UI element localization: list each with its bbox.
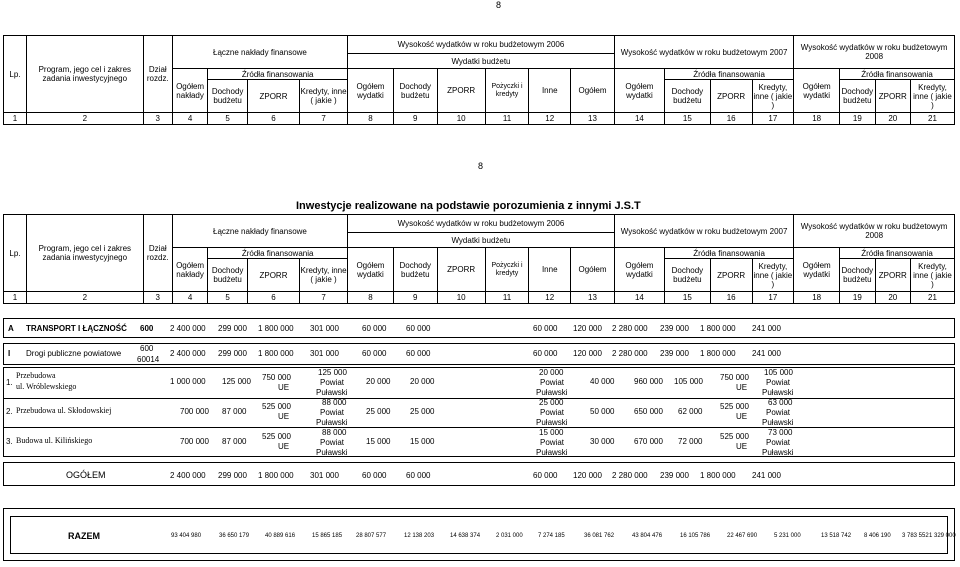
hdr2-dochody-2008: Dochody budżetu xyxy=(840,259,875,292)
colnum: 6 xyxy=(247,292,299,304)
hdr2-ogolem-wydatki-2008: Ogółem wydatki xyxy=(794,248,840,292)
colnum: 13 xyxy=(571,292,615,304)
row-2-c13c: Puławski xyxy=(536,418,568,427)
col-number-row-top xyxy=(4,113,955,125)
hdr-ogolem-wydatki: Ogółem wydatki xyxy=(348,69,394,113)
row-ogolem-c16: 1 800 000 xyxy=(700,471,736,480)
row-a-c13: 120 000 xyxy=(573,324,602,333)
hdr-zporr-2008: ZPORR xyxy=(875,80,910,113)
colnum: 1 xyxy=(4,292,27,304)
row-razem-v14: 5 231 000 xyxy=(774,533,801,539)
row-i-c5: 299 000 xyxy=(218,349,247,358)
row-a-c8: 60 000 xyxy=(362,324,387,333)
row-razem-v7: 14 638 374 xyxy=(450,533,481,539)
row-razem-v6: 12 138 203 xyxy=(404,533,435,539)
row-1-name2: ul. Wróblewskiego xyxy=(16,382,77,391)
page-number-middle: 8 xyxy=(478,161,484,171)
hdr-pozyczki: Pożyczki i kredyty xyxy=(485,69,529,113)
hdr2-dochody-2: Dochody budżetu xyxy=(393,248,437,292)
hdr-inne: Inne xyxy=(529,69,571,113)
row-ogolem-c14: 2 280 000 xyxy=(612,471,648,480)
hdr2-w2006: Wysokość wydatków w roku budżetowym 2006 xyxy=(348,215,615,233)
row-razem-v10: 36 081 762 xyxy=(584,533,615,539)
row-1-c5: 125 000 xyxy=(222,377,251,386)
row-1-name1: Przebudowa xyxy=(16,371,56,380)
row-2-c15: 650 000 xyxy=(634,407,663,416)
row-2-c17a: 525 000 xyxy=(720,402,749,411)
row-razem-v5: 28 807 577 xyxy=(356,533,387,539)
colnum: 21 xyxy=(910,292,954,304)
colnum: 19 xyxy=(840,113,875,125)
row-razem-v8: 2 031 000 xyxy=(496,533,523,539)
colnum: 8 xyxy=(348,113,394,125)
hdr-ogolem-naklady: Ogółem nakłady xyxy=(172,69,207,113)
row-razem-v18: 1 329 000 xyxy=(929,533,956,539)
hdr-program: Program, jego cel i zakres zadania inwestycyjnego xyxy=(26,36,143,113)
row-i-c8: 60 000 xyxy=(362,349,387,358)
row-razem-v2: 36 650 179 xyxy=(219,533,250,539)
colnum: 19 xyxy=(840,292,875,304)
row-ogolem-box xyxy=(3,462,955,486)
colnum: 4 xyxy=(172,292,207,304)
row-razem-v11: 43 804 476 xyxy=(632,533,663,539)
hdr-ogolem-wydatki-2008: Ogółem wydatki xyxy=(794,69,840,113)
row-1-c9: 20 000 xyxy=(410,377,435,386)
row-3-c18a: 73 000 xyxy=(768,428,793,437)
colnum: 12 xyxy=(529,113,571,125)
colnum: 16 xyxy=(710,292,752,304)
row-1-c17a: 750 000 xyxy=(720,373,749,382)
row-ogolem-c4: 2 400 000 xyxy=(170,471,206,480)
row-2-c17b: UE xyxy=(736,412,748,421)
row-ogolem-c7: 301 000 xyxy=(310,471,339,480)
row-3-c17b: UE xyxy=(736,442,748,451)
row-razem-v1: 93 404 980 xyxy=(171,533,202,539)
row-i-c17: 241 000 xyxy=(752,349,781,358)
row-a-c7: 301 000 xyxy=(310,324,339,333)
row-2-c5: 87 000 xyxy=(222,407,247,416)
colnum: 5 xyxy=(208,292,248,304)
row-2-c6a: 525 000 xyxy=(262,402,291,411)
row-3-c4: 700 000 xyxy=(180,437,209,446)
hdr-kredyty-2007: Kredyty, inne ( jakie ) xyxy=(752,80,794,113)
colnum: 15 xyxy=(664,113,710,125)
row-razem-v4: 15 865 185 xyxy=(312,533,343,539)
row-3-c17a: 525 000 xyxy=(720,432,749,441)
colnum: 1 xyxy=(4,113,27,125)
colnum: 17 xyxy=(752,292,794,304)
hdr-w2008: Wysokość wydatków w roku budżetowym 2008 xyxy=(794,36,955,69)
hdr2-pozyczki: Pożyczki i kredyty xyxy=(485,248,529,292)
hdr2-zporr-2: ZPORR xyxy=(437,248,485,292)
row-razem-v16: 8 406 190 xyxy=(864,533,891,539)
colnum: 12 xyxy=(529,292,571,304)
hdr-lp: Lp. xyxy=(4,36,27,113)
row-1-c15: 960 000 xyxy=(634,377,663,386)
hdr2-laczne: Łączne nakłady finansowe xyxy=(172,215,347,248)
row-a-c12: 60 000 xyxy=(533,324,558,333)
row-i-c4: 2 400 000 xyxy=(170,349,206,358)
row-a-c15: 239 000 xyxy=(660,324,689,333)
row-i-c15: 239 000 xyxy=(660,349,689,358)
hdr2-zrodla-2007: Źródła finansowania xyxy=(664,248,793,259)
row-ogolem-c15: 239 000 xyxy=(660,471,689,480)
row-1-label: 1. xyxy=(6,378,13,387)
row-a-c17: 241 000 xyxy=(752,324,781,333)
row-ogolem-c9: 60 000 xyxy=(406,471,431,480)
row-2-c13a: 25 000 xyxy=(539,398,564,407)
row-3-c7c: Puławski xyxy=(316,448,348,457)
row-2-c7a: 88 000 xyxy=(322,398,347,407)
colnum: 11 xyxy=(485,113,529,125)
row-2-c7c: Puławski xyxy=(316,418,348,427)
row-3-c15: 670 000 xyxy=(634,437,663,446)
row-2-c18a: 63 000 xyxy=(768,398,793,407)
row-a-c5: 299 000 xyxy=(218,324,247,333)
hdr-ogolem-wydatki-2007: Ogółem wydatki xyxy=(614,69,664,113)
hdr-dochody-2007: Dochody budżetu xyxy=(664,80,710,113)
row-a-c16: 1 800 000 xyxy=(700,324,736,333)
colnum: 14 xyxy=(614,113,664,125)
row-razem-v17: 3 783 552 xyxy=(902,533,929,539)
row-2-c13b: Powiat xyxy=(540,408,565,417)
row-3-c16: 72 000 xyxy=(678,437,703,446)
hdr2-zrodla-1: Źródła finansowania xyxy=(208,248,348,259)
hdr2-w2008: Wysokość wydatków w roku budżetowym 2008 xyxy=(794,215,955,248)
row-a-c4: 2 400 000 xyxy=(170,324,206,333)
hdr2-kredyty-1: Kredyty, inne ( jakie ) xyxy=(300,259,348,292)
hdr-w2007: Wysokość wydatków w roku budżetowym 2007 xyxy=(614,36,793,69)
hdr2-zporr-2007: ZPORR xyxy=(710,259,752,292)
row-a-c6: 1 800 000 xyxy=(258,324,294,333)
row-3-c18b: Powiat xyxy=(766,438,791,447)
hdr2-inne: Inne xyxy=(529,248,571,292)
row-1-c14: 40 000 xyxy=(590,377,615,386)
row-a-name: TRANSPORT I ŁĄCZNOŚĆ xyxy=(26,324,127,333)
row-i-c14: 2 280 000 xyxy=(612,349,648,358)
row-3-label: 3. xyxy=(6,437,13,446)
hdr2-program: Program, jego cel i zakres zadania inwestycyjnego xyxy=(26,215,143,292)
row-2-c4: 700 000 xyxy=(180,407,209,416)
row-i-c13: 120 000 xyxy=(573,349,602,358)
row-i-dzial1: 600 xyxy=(140,344,154,353)
hdr2-kredyty-2007: Kredyty, inne ( jakie ) xyxy=(752,259,794,292)
hdr2-dochody-2007: Dochody budżetu xyxy=(664,259,710,292)
hdr2-dzial: Dział rozdz. xyxy=(143,215,172,292)
row-ogolem-c17: 241 000 xyxy=(752,471,781,480)
row-i-c16: 1 800 000 xyxy=(700,349,736,358)
hdr2-ogolem-wydatki: Ogółem wydatki xyxy=(348,248,394,292)
hdr-wydatki-budzetu: Wydatki budżetu xyxy=(348,54,615,69)
page-number-top: 8 xyxy=(496,0,502,10)
hdr-zporr-2007: ZPORR xyxy=(710,80,752,113)
hdr-kredyty-2008: Kredyty, inne ( jakie ) xyxy=(910,80,954,113)
row-3-c6b: UE xyxy=(278,442,290,451)
row-i-c7: 301 000 xyxy=(310,349,339,358)
row-i-dzial2: 60014 xyxy=(137,355,160,364)
row-2-c7b: Powiat xyxy=(320,408,345,417)
row-3-c13a: 15 000 xyxy=(539,428,564,437)
row-a-dzial: 600 xyxy=(140,324,154,333)
header-table-main xyxy=(3,214,955,304)
detail-block-box xyxy=(3,367,955,457)
row-2-c18c: Puławski xyxy=(762,418,794,427)
row-2-c8: 25 000 xyxy=(366,407,391,416)
row-razem-v15: 13 518 742 xyxy=(821,533,852,539)
row-i-label: I xyxy=(8,349,11,358)
row-1-c13b: Powiat xyxy=(540,378,565,387)
hdr2-zporr-2008: ZPORR xyxy=(875,259,910,292)
row-razem-v13: 22 467 690 xyxy=(727,533,758,539)
hdr-zrodla-2008: Źródła finansowania xyxy=(840,69,955,80)
colnum: 14 xyxy=(614,292,664,304)
colnum: 10 xyxy=(437,113,485,125)
hdr-w2006: Wysokość wydatków w roku budżetowym 2006 xyxy=(348,36,615,54)
row-i-c12: 60 000 xyxy=(533,349,558,358)
row-3-c7b: Powiat xyxy=(320,438,345,447)
colnum: 7 xyxy=(300,113,348,125)
hdr-zrodla-2007: Źródła finansowania xyxy=(664,69,793,80)
colnum: 20 xyxy=(875,292,910,304)
row-2-label: 2. xyxy=(6,407,13,416)
colnum: 17 xyxy=(752,113,794,125)
col-number-row-main xyxy=(4,292,955,304)
hdr-dochody-1: Dochody budżetu xyxy=(208,80,248,113)
hdr-kredyty-1: Kredyty, inne ( jakie ) xyxy=(300,80,348,113)
hdr2-kredyty-2008: Kredyty, inne ( jakie ) xyxy=(910,259,954,292)
colnum: 11 xyxy=(485,292,529,304)
hdr-dzial: Dział rozdz. xyxy=(143,36,172,113)
row-2-c6b: UE xyxy=(278,412,290,421)
colnum: 18 xyxy=(794,113,840,125)
hdr2-ogolem: Ogółem xyxy=(571,248,615,292)
row-ogolem-c5: 299 000 xyxy=(218,471,247,480)
row-razem-v12: 16 105 786 xyxy=(680,533,711,539)
row-a-label: A xyxy=(8,324,14,333)
row-1-c13a: 20 000 xyxy=(539,368,564,377)
hdr-zporr-1: ZPORR xyxy=(247,80,299,113)
colnum: 20 xyxy=(875,113,910,125)
row-3-c5: 87 000 xyxy=(222,437,247,446)
detail-divider-1 xyxy=(3,398,955,399)
colnum: 2 xyxy=(26,292,143,304)
row-ogolem-c8: 60 000 xyxy=(362,471,387,480)
row-3-c13b: Powiat xyxy=(540,438,565,447)
hdr2-zporr-1: ZPORR xyxy=(247,259,299,292)
row-1-c18b: Powiat xyxy=(766,378,791,387)
row-i-name: Drogi publiczne powiatowe xyxy=(26,349,122,358)
colnum: 15 xyxy=(664,292,710,304)
colnum: 16 xyxy=(710,113,752,125)
detail-divider-2 xyxy=(3,427,955,428)
row-a-c14: 2 280 000 xyxy=(612,324,648,333)
row-3-c14: 30 000 xyxy=(590,437,615,446)
row-2-name: Przebudowa ul. Skłodowskiej xyxy=(16,406,112,415)
row-ogolem-c6: 1 800 000 xyxy=(258,471,294,480)
row-2-c18b: Powiat xyxy=(766,408,791,417)
colnum: 3 xyxy=(143,292,172,304)
hdr2-wydatki-budzetu: Wydatki budżetu xyxy=(348,233,615,248)
hdr-zporr-2: ZPORR xyxy=(437,69,485,113)
hdr2-ogolem-naklady: Ogółem nakłady xyxy=(172,248,207,292)
colnum: 9 xyxy=(393,113,437,125)
row-3-c8: 15 000 xyxy=(366,437,391,446)
row-2-c16: 62 000 xyxy=(678,407,703,416)
colnum: 21 xyxy=(910,113,954,125)
row-1-c18a: 105 000 xyxy=(764,368,793,377)
row-3-c13c: Puławski xyxy=(536,448,568,457)
hdr-dochody-2: Dochody budżetu xyxy=(393,69,437,113)
colnum: 10 xyxy=(437,292,485,304)
colnum: 5 xyxy=(208,113,248,125)
hdr2-zrodla-2008: Źródła finansowania xyxy=(840,248,955,259)
row-3-c6a: 525 000 xyxy=(262,432,291,441)
row-razem-v9: 7 274 185 xyxy=(538,533,565,539)
row-3-name: Budowa ul. Kilińskiego xyxy=(16,436,93,445)
colnum: 4 xyxy=(172,113,207,125)
colnum: 18 xyxy=(794,292,840,304)
colnum: 3 xyxy=(143,113,172,125)
row-i-c6: 1 800 000 xyxy=(258,349,294,358)
row-1-c13c: Puławski xyxy=(536,388,568,397)
colnum: 6 xyxy=(247,113,299,125)
hdr2-lp: Lp. xyxy=(4,215,27,292)
row-1-c18c: Puławski xyxy=(762,388,794,397)
hdr2-ogolem-wydatki-2007: Ogółem wydatki xyxy=(614,248,664,292)
hdr2-dochody-1: Dochody budżetu xyxy=(208,259,248,292)
colnum: 2 xyxy=(26,113,143,125)
hdr2-w2007: Wysokość wydatków w roku budżetowym 2007 xyxy=(614,215,793,248)
row-i-c9: 60 000 xyxy=(406,349,431,358)
row-ogolem-label: OGÓŁEM xyxy=(66,470,106,480)
row-1-c7a: 125 000 xyxy=(318,368,347,377)
row-3-c7a: 88 000 xyxy=(322,428,347,437)
row-2-c9: 25 000 xyxy=(410,407,435,416)
row-1-c6b: UE xyxy=(278,383,290,392)
row-1-c8: 20 000 xyxy=(366,377,391,386)
row-3-c9: 15 000 xyxy=(410,437,435,446)
row-1-c6a: 750 000 xyxy=(262,373,291,382)
hdr-laczne: Łączne nakłady finansowe xyxy=(172,36,347,69)
row-razem-label: RAZEM xyxy=(68,531,100,541)
colnum: 13 xyxy=(571,113,615,125)
hdr-ogolem: Ogółem xyxy=(571,69,615,113)
row-1-c7b: Powiat xyxy=(320,378,345,387)
row-1-c7c: Puławski xyxy=(316,388,348,397)
colnum: 8 xyxy=(348,292,394,304)
row-1-c16: 105 000 xyxy=(674,377,703,386)
hdr-dochody-2008: Dochody budżetu xyxy=(840,80,875,113)
row-1-c17b: UE xyxy=(736,383,748,392)
row-a-c9: 60 000 xyxy=(406,324,431,333)
row-razem-v3: 40 889 616 xyxy=(265,533,296,539)
row-1-c4: 1 000 000 xyxy=(170,377,206,386)
section-title: Inwestycje realizowane na podstawie porozumienia z innymi J.S.T xyxy=(296,200,641,212)
hdr-zrodla-1: Źródła finansowania xyxy=(208,69,348,80)
colnum: 7 xyxy=(300,292,348,304)
colnum: 9 xyxy=(393,292,437,304)
row-3-c18c: Puławski xyxy=(762,448,794,457)
header-table-top xyxy=(3,35,955,125)
row-ogolem-c13: 120 000 xyxy=(573,471,602,480)
row-2-c14: 50 000 xyxy=(590,407,615,416)
row-ogolem-c12: 60 000 xyxy=(533,471,558,480)
